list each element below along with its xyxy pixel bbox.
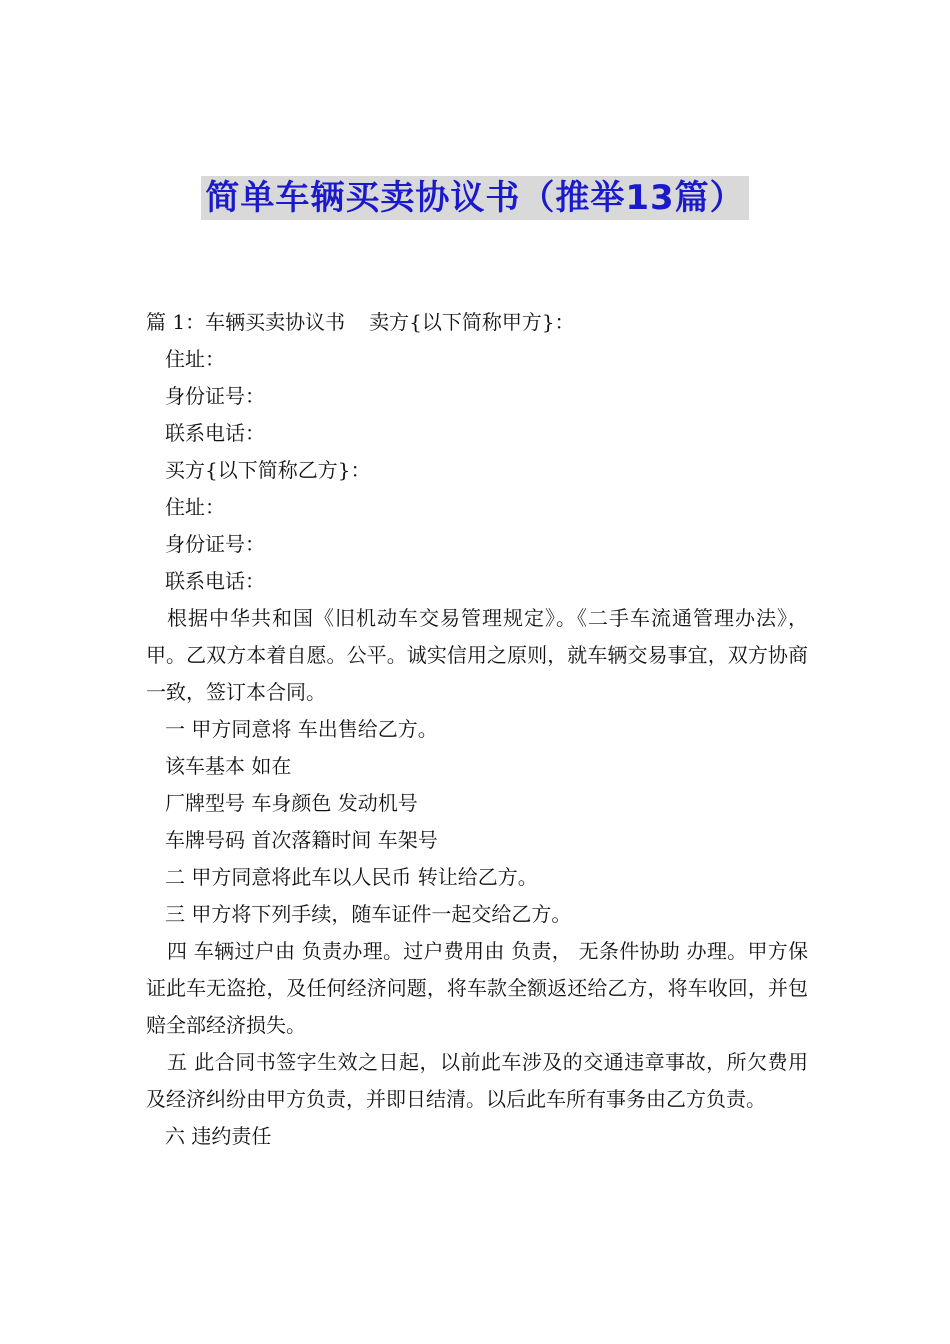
buyer-id-field: 身份证号： <box>165 532 265 556</box>
vehicle-info-line-1: 厂牌型号 车身颜色 发动机号 <box>165 791 418 815</box>
clause-5: 五 此合同书签字生效之日起，以前此车涉及的交通违章事故，所欠费用及经济纠纷由甲方负责，并即日结清。以后此车所有事务由乙方负责。 <box>146 1050 808 1111</box>
title-container <box>0 176 950 220</box>
document-body <box>146 304 808 1155</box>
clause-3: 三 甲方将下列手续，随车证件一起交给乙方。 <box>165 902 572 926</box>
vehicle-info-line-2: 车牌号码 首次落籍时间 车架号 <box>165 828 438 852</box>
section-heading <box>146 304 808 341</box>
seller-label: 卖方{以下简称甲方}： <box>369 310 575 334</box>
buyer-label: 买方{以下简称乙方}： <box>165 458 371 482</box>
vehicle-basic-info: 该车基本 如在 <box>165 754 292 778</box>
buyer-phone-field: 联系电话： <box>165 569 265 593</box>
clause-6: 六 违约责任 <box>165 1124 272 1148</box>
clause-2: 二 甲方同意将此车以人民币 转让给乙方。 <box>165 865 538 889</box>
buyer-address-field: 住址： <box>165 495 225 519</box>
clause-4: 四 车辆过户由 负责办理。过户费用由 负责， 无条件协助 办理。甲方保证此车无盗抢，及任何经济问题，将车款全额返还给乙方，将车收回，并包赔全部经济损失。 <box>146 939 808 1037</box>
intro-paragraph: 根据中华共和国《旧机动车交易管理规定》。《二手车流通管理办法》，甲。乙双方本着自愿。公平。诚实信用之原则，就车辆交易事宜，双方协商一致，签订本合同。 <box>146 606 808 704</box>
seller-phone-field: 联系电话： <box>165 421 265 445</box>
seller-address-field: 住址： <box>165 347 225 371</box>
section-heading-title: 篇 1：车辆买卖协议书 <box>146 310 346 334</box>
clause-1: 一 甲方同意将 车出售给乙方。 <box>165 717 438 741</box>
seller-id-field: 身份证号： <box>165 384 265 408</box>
document-title: 简单车辆买卖协议书（推举13篇） <box>201 176 748 220</box>
